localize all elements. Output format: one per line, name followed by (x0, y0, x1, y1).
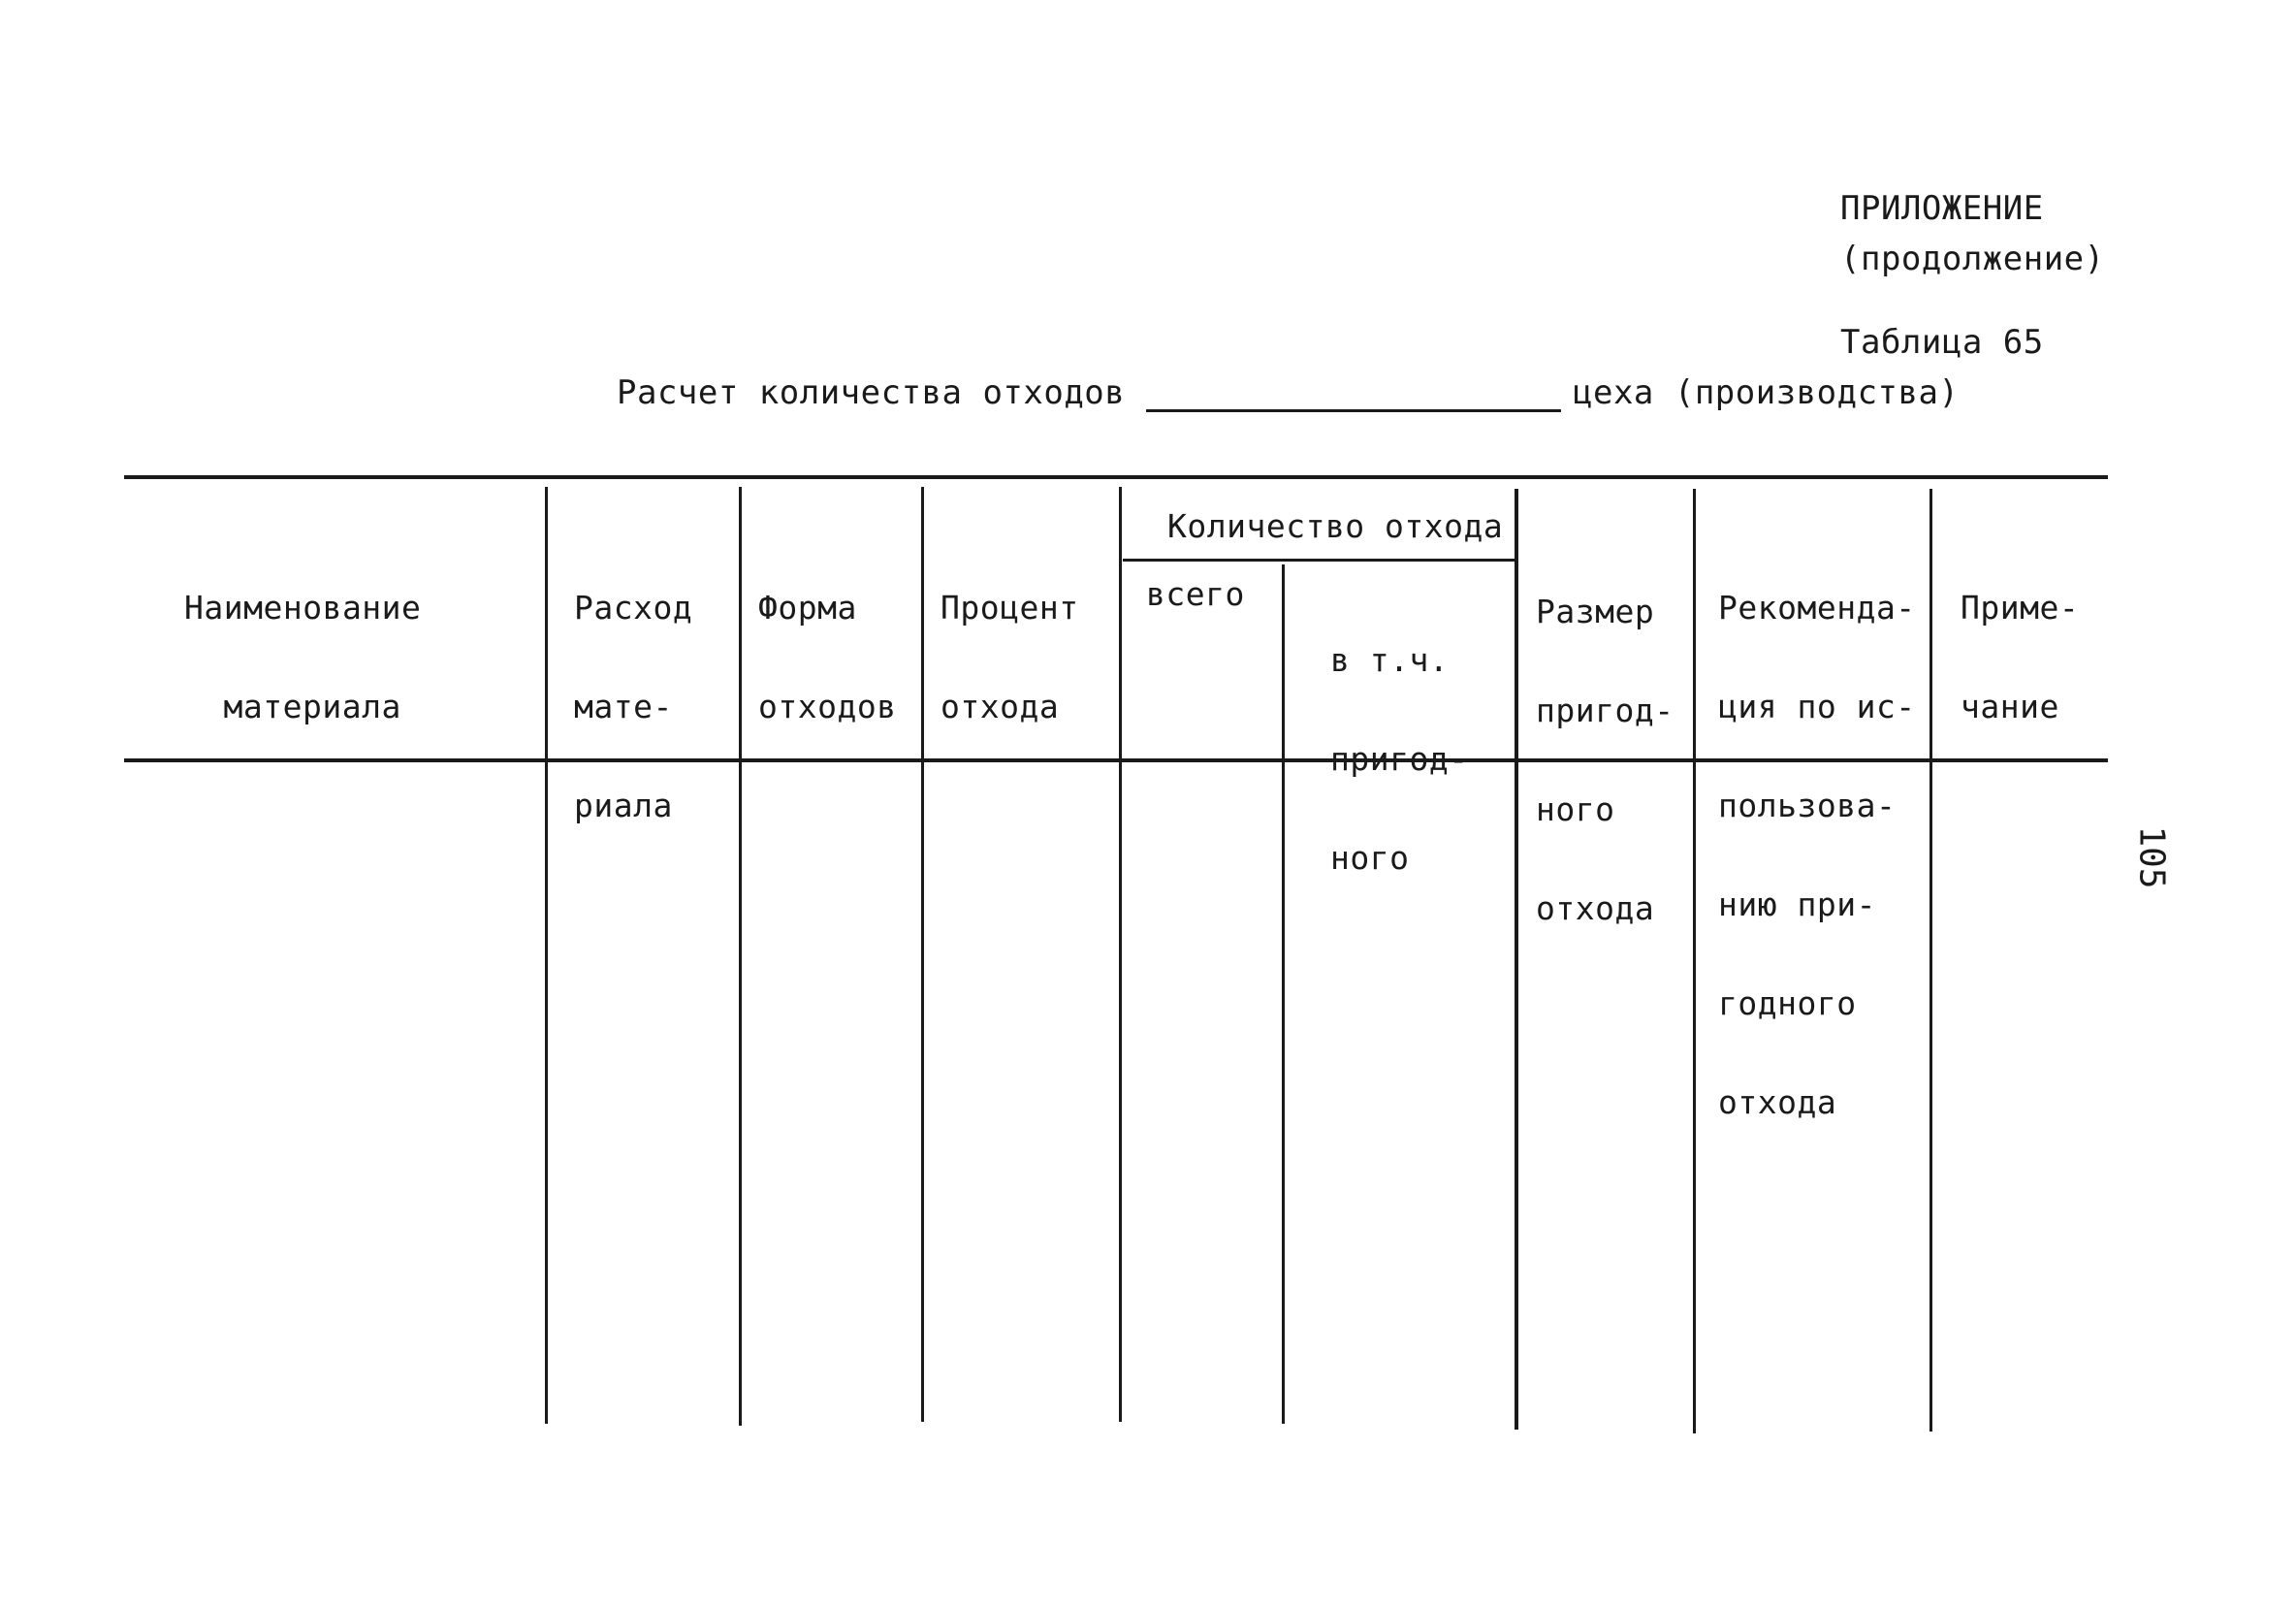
header-name (184, 526, 421, 789)
header-usable-size-line4: отхода (1536, 889, 1655, 927)
title-suffix: цеха (производства) (1573, 373, 1960, 412)
header-usable-size-line1: Размер (1536, 593, 1655, 630)
title-blank-underline (1146, 409, 1561, 412)
quantity-subheader-rule (1123, 559, 1518, 562)
header-form-line2: отходов (758, 688, 897, 725)
col-divider-3 (921, 487, 924, 1422)
header-percent (941, 526, 1079, 789)
col-divider-6 (1515, 489, 1518, 1430)
header-form-line1: Форма (758, 589, 857, 627)
appendix-label: ПРИЛОЖЕНИЕ (1840, 189, 2044, 228)
header-recommendation-line3: пользова- (1718, 787, 1897, 824)
header-recommendation-line5: годного (1718, 984, 1857, 1022)
continuation-label: (продолжение) (1840, 240, 2105, 278)
col-divider-8 (1929, 489, 1932, 1432)
header-usable-size-line3: ного (1536, 790, 1615, 828)
header-name-line1: Наименование (184, 589, 422, 627)
header-note (1961, 526, 2079, 789)
header-form (758, 526, 897, 789)
header-recommendation-line1: Рекоменда- (1718, 589, 1916, 627)
col-divider-2 (739, 487, 742, 1426)
header-consumption (574, 526, 692, 888)
header-percent-line1: Процент (941, 589, 1079, 627)
title-prefix: Расчет количества отходов (617, 373, 1126, 412)
table-number: Таблица 65 (1840, 323, 2044, 362)
header-quantity-usable-line2: пригод- (1330, 740, 1469, 778)
header-recommendation-line4: нию при- (1718, 885, 1876, 923)
header-note-line2: чание (1961, 688, 2059, 725)
header-quantity-usable-line1: в т.ч. (1330, 641, 1450, 679)
col-divider-1 (545, 487, 548, 1424)
header-recommendation-line6: отхода (1718, 1083, 1837, 1121)
header-quantity-usable-line3: ного (1330, 839, 1410, 877)
header-consumption-line1: Расход (574, 589, 693, 627)
header-note-line1: Приме- (1961, 589, 2080, 627)
header-recommendation (1718, 526, 1916, 1185)
header-recommendation-line2: ция по ис- (1718, 688, 1916, 725)
table-top-rule (124, 475, 2108, 479)
col-divider-5 (1282, 564, 1285, 1424)
header-usable-size (1536, 530, 1674, 991)
col-divider-7 (1693, 489, 1696, 1433)
header-percent-line2: отхода (941, 688, 1060, 725)
header-usable-size-line2: пригод- (1536, 692, 1674, 729)
header-quantity-total: всего (1146, 575, 1245, 613)
header-name-line2: материала (223, 688, 401, 725)
page-number: 105 (2131, 825, 2172, 889)
header-quantity-group: Количество отхода (1167, 507, 1504, 545)
header-consumption-line3: риала (574, 787, 673, 824)
header-quantity-usable (1330, 578, 1469, 941)
col-divider-4 (1119, 487, 1122, 1422)
header-consumption-line2: мате- (574, 688, 673, 725)
